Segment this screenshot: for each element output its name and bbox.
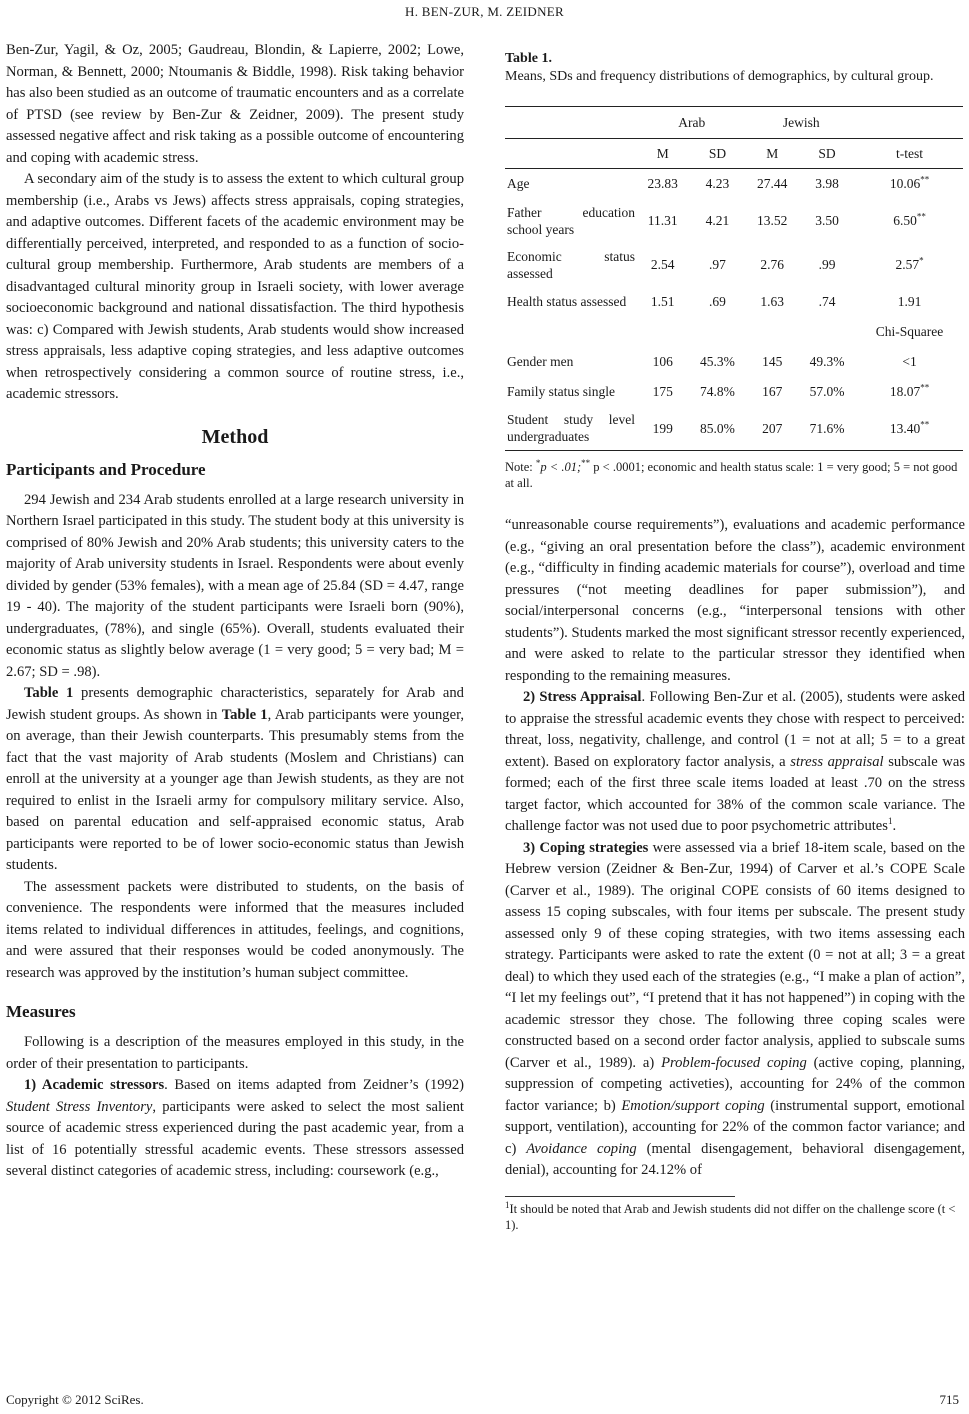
row-label: Health status assessed xyxy=(507,294,627,309)
table-cell: 175 xyxy=(652,384,673,399)
table-cell: 199 xyxy=(652,420,673,436)
table-header-row xyxy=(505,139,963,169)
table-cell: 4.21 xyxy=(705,213,730,228)
table-cell: 3.98 xyxy=(815,176,839,192)
table-cell: .99 xyxy=(818,257,836,272)
table-cell xyxy=(505,139,637,169)
section-heading-method: Method xyxy=(201,425,269,448)
column-header: SD xyxy=(818,146,836,161)
column-header: Chi-Squaree xyxy=(875,324,944,339)
table-subheader-row xyxy=(505,317,963,347)
table-group-row xyxy=(505,107,963,139)
table-cell: 3.50 xyxy=(815,213,839,228)
paragraph: 2) Stress Appraisal. Following Ben-Zur et al. (2005), students were asked to appraise the stressful academic events they chose with respect to perceived: threat, loss, negativity, challenge, and control (1 = not at all; 5 = to a great extent). Based on exploratory factor analysis, a stress appraisal subscale was formed; each of the first three scale items loaded at least .70 on the stress target factor, which accounted for 38% of the common scale variance. The challenge factor was not used due to poor psychometric attributes$^1$. xyxy=(505,689,965,834)
footnote-rule xyxy=(505,1196,735,1197)
table-cell: 57.0% xyxy=(809,384,845,399)
row-label: Father education school years xyxy=(507,204,635,237)
table-cell: 71.6% xyxy=(809,420,845,436)
test-value: <1 xyxy=(902,354,917,369)
table-cell: 23.83 xyxy=(647,176,678,192)
test-value: 1.91 xyxy=(897,294,922,309)
paragraph: 294 Jewish and 234 Arab students enrolled at a large research university in Northern Israel participated in this study. The student body at this university is comprised of 80% Jewish and 20% Arab students; this university caters to the majority of Arab university students in Israel. Respondents were about evenly divided by gender (53% females), with a mean age of 25.84 (SD = 4.47, range 19 - 40). The majority of the student participants were Israeli born (90%), undergraduates, (78%), and single (65%). Overall, students evaluated their economic status as slightly below average (1 = very good; 5 = very bad; M = 2.67; SD = .98). xyxy=(6,491,464,680)
table-cell xyxy=(798,317,856,347)
table-cell: 13.52 xyxy=(757,213,788,228)
left-column xyxy=(6,40,464,1183)
table-row xyxy=(505,407,963,451)
table-cell: 2.54 xyxy=(650,257,675,272)
row-label: Age xyxy=(507,176,530,192)
footnote: $^1$It should be noted that Arab and Jewish students did not differ on the challenge score (t < 1). xyxy=(505,1199,956,1232)
table-cell: 1.63 xyxy=(760,294,785,309)
table-1 xyxy=(505,50,965,491)
row-label: Student study level undergraduates xyxy=(507,412,635,445)
table-cell: 85.0% xyxy=(700,420,735,436)
table-cell xyxy=(856,107,963,139)
paragraph: “unreasonable course requirements”), evaluations and academic performance (e.g., “giving an oral presentation before the class”), academic environment (e.g., “difficulty in finding academic materials for course”), overload and time pressures (“not meeting deadlines for paper submission”), and social/interpersonal concerns (e.g., “interpersonal tensions with other students”). Students marked the most significant stressor recently experienced, and were asked to relate to the particular stressor they identified when responding to the remaining measures. xyxy=(505,517,965,684)
table-cell: 4.23 xyxy=(705,176,730,192)
table-cell xyxy=(637,317,688,347)
table-cell: 1.51 xyxy=(650,294,675,309)
column-header: SD xyxy=(708,146,727,161)
page-number: 715 xyxy=(939,1392,959,1407)
table-cell: 106 xyxy=(652,354,673,369)
copyright: Copyright © 2012 SciRes. xyxy=(6,1392,144,1407)
test-value: 10.06** xyxy=(889,174,930,192)
table-row xyxy=(505,287,963,317)
table-note: Note: *p < .01;** p < .0001; economic and health status scale: 1 = very good; 5 = not good at all. xyxy=(505,457,958,490)
paragraph: The assessment packets were distributed to students, on the basis of convenience. The respondents were informed that the measures included items related to individual differences in attitudes, feelings, and cognitions, and were assured that their responses would be coded anonymously. The research was approved by the institution’s human subject committee. xyxy=(6,878,464,981)
test-value: 18.07** xyxy=(889,382,930,399)
paragraph: Following is a description of the measures employed in this study, in the order of their presentation to participants. xyxy=(6,1034,464,1072)
row-label: Gender men xyxy=(507,354,574,369)
table-cell: 45.3% xyxy=(700,354,735,369)
row-label: Economic status assessed xyxy=(507,248,635,281)
table-cell xyxy=(505,107,637,139)
table-cell: 207 xyxy=(762,420,783,436)
table-row xyxy=(505,377,963,407)
subsection-heading-participants: Participants and Procedure xyxy=(6,459,206,479)
table-row xyxy=(505,199,963,243)
demographics-table xyxy=(505,106,963,451)
paragraph: 1) Academic stressors. Based on items adapted from Zeidner’s (1992) Student Stress Inventory, participants were asked to select the most salient source of academic stress experienced during the past academic year, from a list of 16 potentially stressful academic events. These stressors assessed several distinct categories of academic stress, including: coursework (e.g., xyxy=(6,1077,464,1179)
table-cell xyxy=(688,317,746,347)
table-cell: 2.76 xyxy=(760,257,785,272)
table-cell: .74 xyxy=(818,294,836,309)
table-cell: 27.44 xyxy=(757,176,788,192)
paragraph: Table 1 presents demographic characteristics, separately for Arab and Jewish student groups. As shown in Table 1, Arab participants were younger, on average, than their Jewish counterparts. This presumably stems from the fact that the vast majority of Arab students (Moslem and Christians) can enroll at the university at a younger age than Jewish students, as they are not required to enlist in the Israeli army for compulsory military service. Also, based on parental education and self-appraised economic status, Arab participants were reported to be of lower socio-economic status than Jewish students. xyxy=(6,685,464,873)
column-header: M xyxy=(766,146,779,161)
table-cell: 167 xyxy=(762,384,783,399)
running-header: H. BEN-ZUR, M. ZEIDNER xyxy=(405,4,564,19)
table-cell: .97 xyxy=(709,257,726,272)
right-column xyxy=(505,50,965,1233)
column-header: t-test xyxy=(896,146,924,161)
table-ref: Table 1 xyxy=(221,706,268,723)
table-row xyxy=(505,347,963,377)
table-ref: Table 1 xyxy=(24,685,74,701)
group-label-jewish: Jewish xyxy=(782,115,820,130)
table-cell xyxy=(505,317,637,347)
test-value: 6.50** xyxy=(893,211,926,228)
table-cell xyxy=(747,317,798,347)
paragraph: Ben-Zur, Yagil, & Oz, 2005; Gaudreau, Blondin, & Lapierre, 2002; Lowe, Norman, & Bennett, 2000; Ntoumanis & Biddle, 1998). Risk taking behavior has also been studied as an outcome of traumatic encounters and as a correlate of PTSD (see review by Ben-Zur & Zeidner, 2009). The present study assessed negative affect and risk taking as a possible outcome of encountering and coping with academic stress. xyxy=(6,42,464,166)
table-row xyxy=(505,243,963,287)
test-value: 13.40** xyxy=(889,419,930,436)
paragraph: A secondary aim of the study is to assess the extent to which cultural group membership (i.e., Arabs vs Jews) affects stress appraisals, coping strategies, and adaptive outcomes. Different facets of the academic environment may be differentially perceived, interpreted, and responded to as a function of socio-cultural group membership. Furthermore, Arab students are members of a disadvantaged cultural minority group in Israeli society, with lower average socioeconomic background and national dissatisfaction. The third hypothesis was: c) Compared with Jewish students, Arab students would show increased stress appraisals, less adaptive coping strategies, and less adaptive outcomes when retrospectively considering a common source of routine stress, i.e., academic stressors. xyxy=(6,171,464,402)
table-cell: 49.3% xyxy=(809,354,845,369)
table-row xyxy=(505,169,963,199)
subsection-heading-measures: Measures xyxy=(6,1002,76,1021)
table-caption: Means, SDs and frequency distributions of demographics, by cultural group. xyxy=(505,69,934,84)
column-header: M xyxy=(656,146,669,161)
paragraph: 3) Coping strategies were assessed via a brief 18-item scale, based on the Hebrew version (Zeidner & Ben-Zur, 1994) of Carver et al.’s COPE Scale (Carver et al., 1989). The original COPE consists of 60 items designed to assess 15 coping subscales, with four items per subscale. The present study assessed only 9 of these coping strategies, with two items assessing each strategy. Participants were asked to rate the extent (0 = not at all; 3 = a great deal) to which they used each of the strategies (e.g., “I make a plan of action”, “I let my feelings out”, “I pretend that it has not happened”) in coping with the academic stressor they chose. The following three coping scales were constructed based on a second order factor analysis, applied to subscale sums (Carver et al., 1989). a) Problem-focused coping (active coping, planning, suppression of competing activeties), accounting for 24% of the common factor variance; b) Emotion/support coping (instrumental support, emotional support, ventilation), accounting for 22% of the common factor variance; and c) Avoidance coping (mental disengagement, behavioral disengagement, denial), accounting for 24.12% of xyxy=(505,839,966,1178)
table-cell: .69 xyxy=(709,294,726,309)
table-cell: 145 xyxy=(762,354,783,369)
table-cell: 11.31 xyxy=(647,213,678,228)
test-value: 2.57* xyxy=(895,255,924,272)
group-label-arab: Arab xyxy=(678,115,706,130)
table-title: Table 1. xyxy=(505,51,552,66)
table-cell: 74.8% xyxy=(700,384,735,399)
row-label: Family status single xyxy=(507,384,615,399)
